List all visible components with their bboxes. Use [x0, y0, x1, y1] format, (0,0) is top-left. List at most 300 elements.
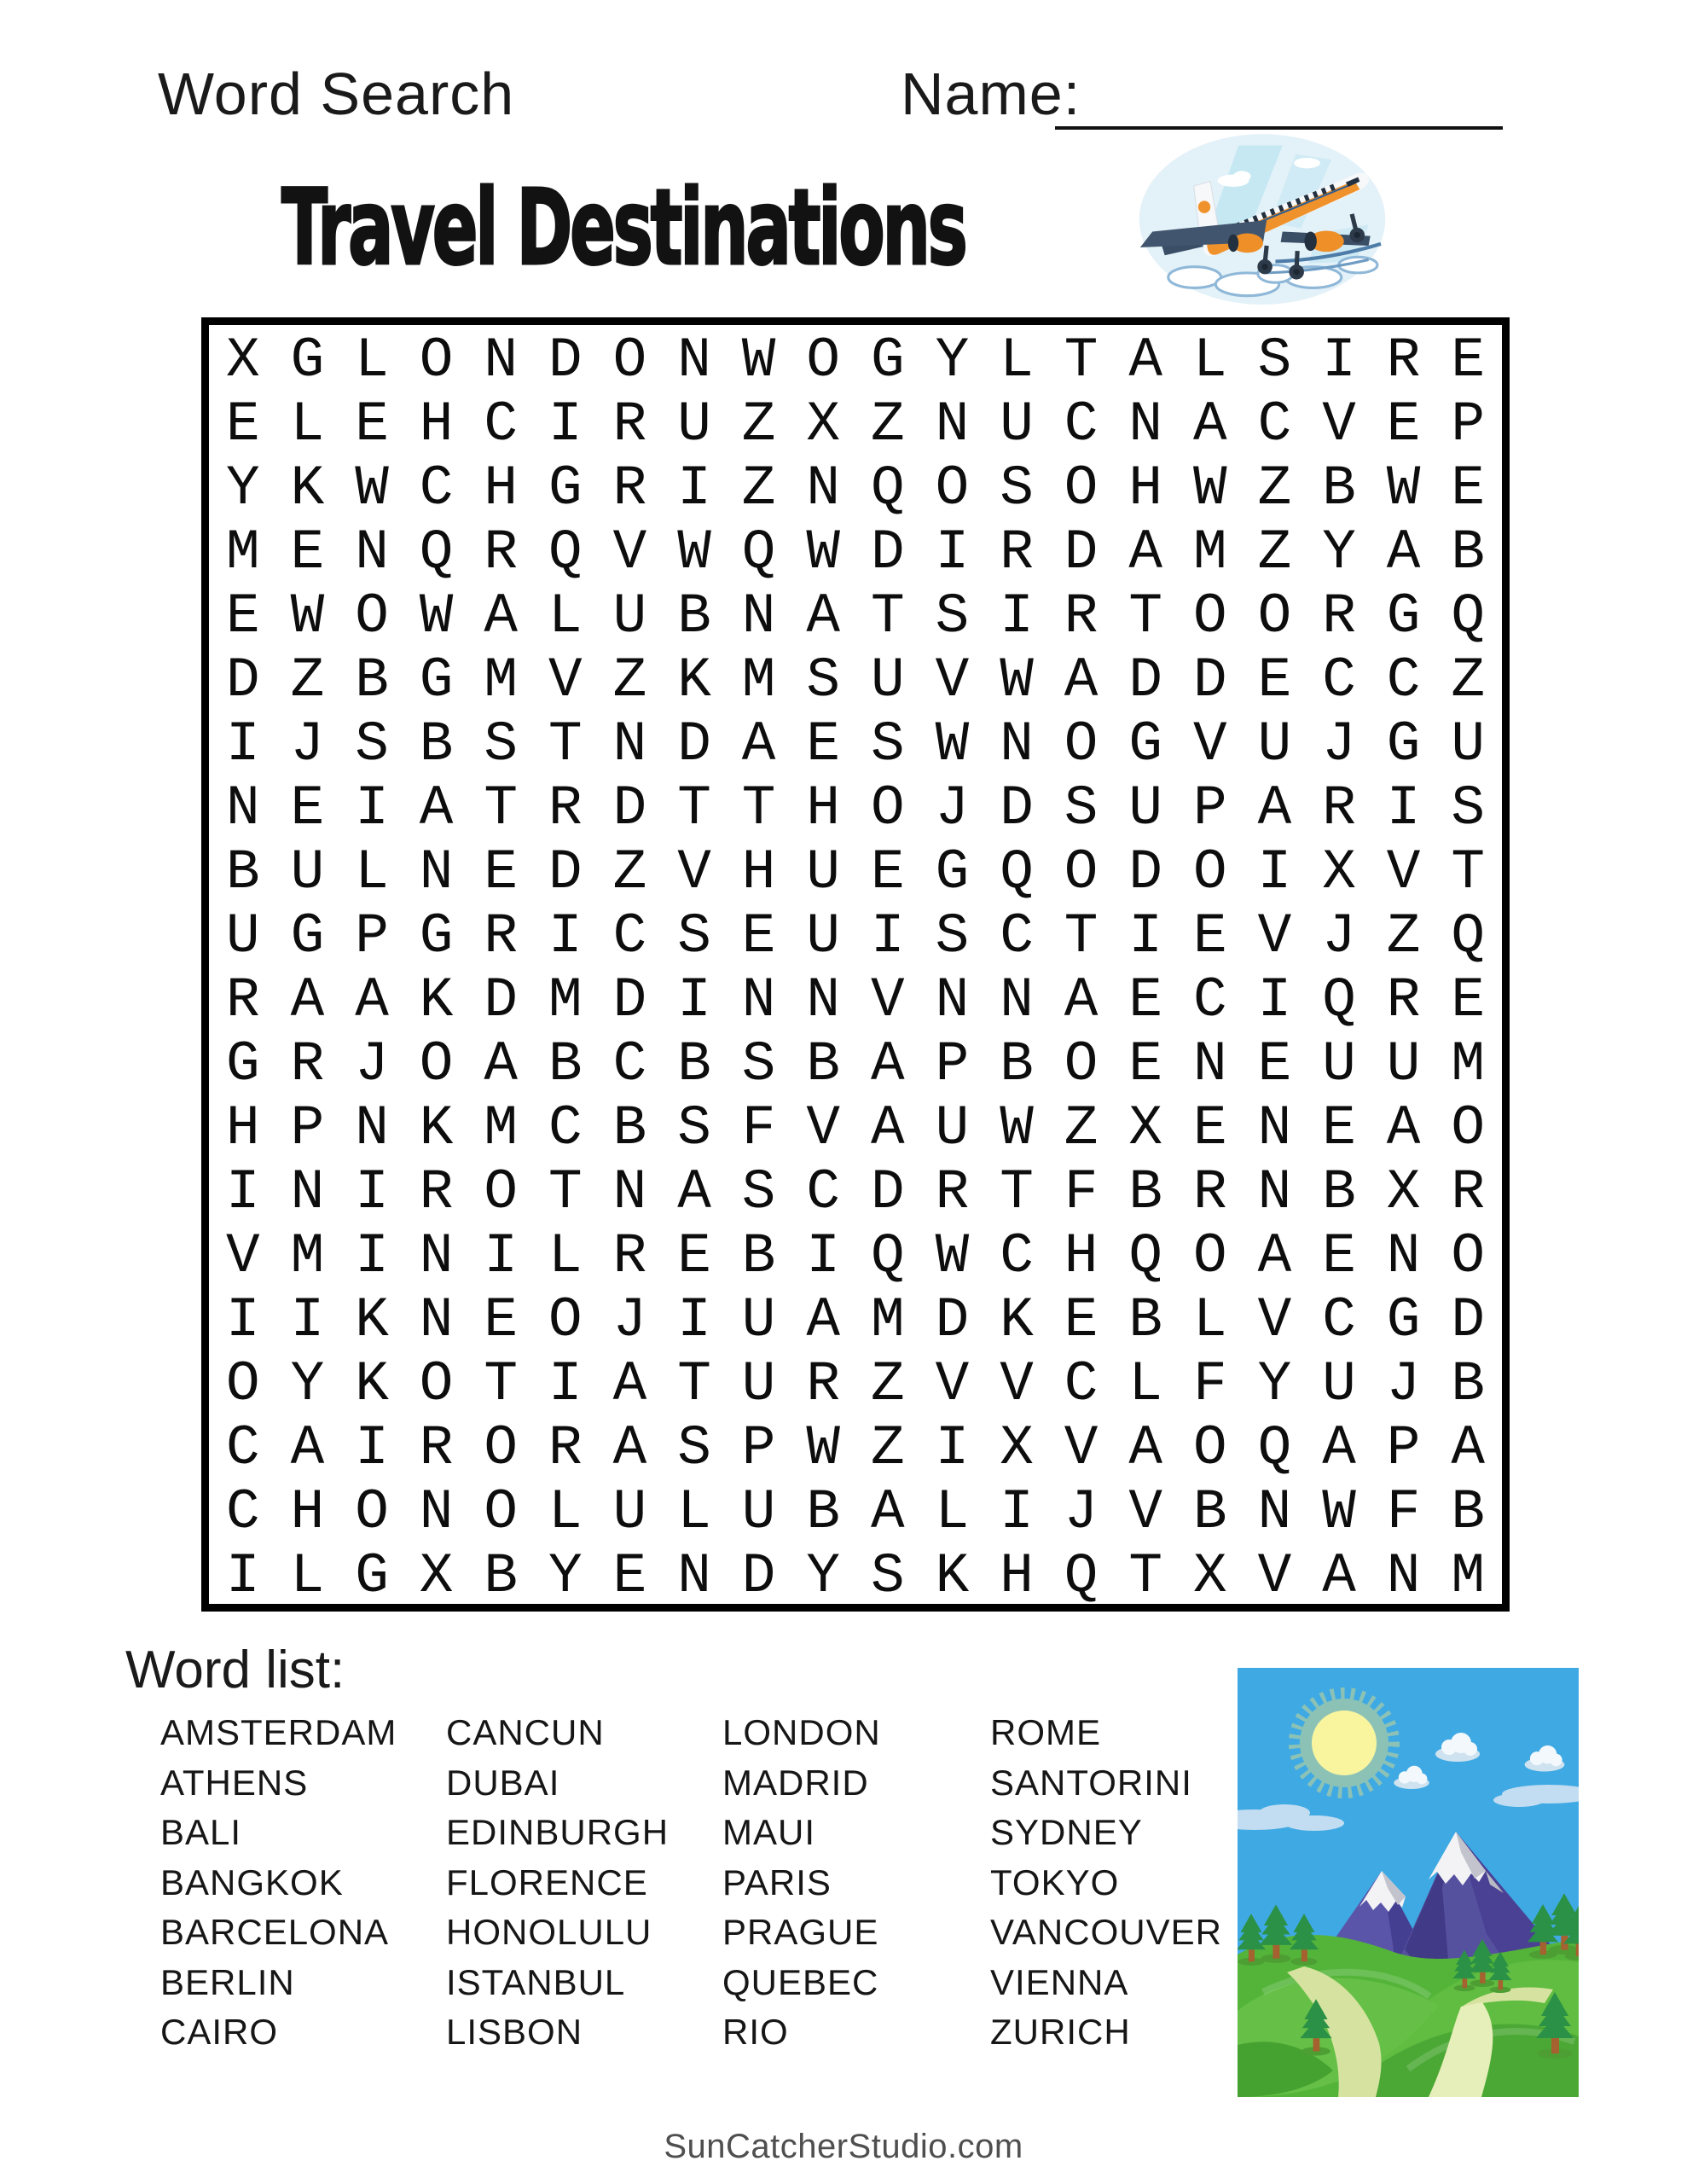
grid-cell: C	[225, 1416, 260, 1480]
grid-cell: S	[1000, 456, 1034, 520]
grid-cell: L	[677, 1480, 711, 1544]
engine-intake	[1228, 235, 1238, 253]
grid-cell: F	[1192, 1352, 1227, 1416]
grid-cell: D	[1451, 1288, 1485, 1352]
grid-cell: A	[1128, 520, 1162, 584]
word-list-item: AMSTERDAM	[160, 1712, 397, 1752]
grid-cell: C	[612, 904, 647, 968]
grid-cell: D	[1128, 648, 1162, 712]
grid-cell: U	[677, 392, 711, 456]
grid-cell: Q	[870, 456, 905, 520]
grid-cell: C	[1257, 392, 1292, 456]
grid-cell: X	[225, 328, 260, 392]
grid-row	[211, 1224, 1500, 1288]
grid-cell: X	[1322, 840, 1356, 904]
grid-cell: I	[355, 1416, 389, 1480]
grid-cell: X	[1386, 1160, 1421, 1224]
grid-cell: I	[225, 712, 260, 776]
grid-cell: G	[225, 1032, 260, 1096]
grid-row	[211, 584, 1500, 648]
grid-cell: G	[1128, 712, 1162, 776]
word-list-item: RIO	[722, 2012, 789, 2052]
grid-cell: R	[1000, 520, 1034, 584]
grid-cell: A	[741, 712, 776, 776]
grid-cell: U	[935, 1096, 970, 1160]
grid-cell: O	[484, 1416, 518, 1480]
grid-cell: W	[1000, 1096, 1034, 1160]
grid-row	[211, 456, 1500, 520]
grid-cell: T	[1000, 1160, 1034, 1224]
grid-cell: U	[612, 584, 647, 648]
grid-cell: Y	[806, 1544, 840, 1608]
grid-cell: N	[225, 776, 260, 840]
grid-cell: A	[1128, 328, 1162, 392]
grid-cell: T	[741, 776, 776, 840]
grid-cell: V	[935, 648, 970, 712]
grid-cell: F	[1064, 1160, 1099, 1224]
grid-cell: I	[677, 968, 711, 1032]
grid-cell: I	[355, 1224, 389, 1288]
grid-cell: N	[612, 1160, 647, 1224]
grid-cell: V	[548, 648, 583, 712]
grid-cell: O	[1064, 712, 1099, 776]
grid-cell: G	[419, 904, 454, 968]
grid-cell: J	[1322, 712, 1356, 776]
grid-cell: K	[1000, 1288, 1034, 1352]
grid-cell: T	[870, 584, 905, 648]
grid-cell: H	[741, 840, 776, 904]
grid-cell: K	[290, 456, 325, 520]
grid-cell: E	[1257, 1032, 1292, 1096]
grid-cell: D	[484, 968, 518, 1032]
grid-cell: E	[1451, 968, 1485, 1032]
grid-cell: V	[935, 1352, 970, 1416]
grid-cell: I	[935, 1416, 970, 1480]
grid-cell: N	[1257, 1480, 1292, 1544]
grid-cell: E	[1386, 392, 1421, 456]
grid-cell: J	[1064, 1480, 1099, 1544]
grid-cell: N	[677, 328, 711, 392]
grid-cell: O	[1257, 584, 1292, 648]
grid-cell: R	[1386, 328, 1421, 392]
grid-cell: A	[1322, 1416, 1356, 1480]
grid-cell: L	[1192, 1288, 1227, 1352]
word-list-item: MADRID	[722, 1762, 869, 1803]
grid-cell: U	[290, 840, 325, 904]
grid-cell: Y	[290, 1352, 325, 1416]
word-list-column	[990, 1708, 1222, 2058]
grid-cell: V	[1322, 392, 1356, 456]
grid-cell: Y	[548, 1544, 583, 1608]
grid-cell: B	[355, 648, 389, 712]
grid-cell: U	[1322, 1352, 1356, 1416]
grid-cell: Q	[419, 520, 454, 584]
grid-cell: G	[290, 328, 325, 392]
grid-cell: Q	[870, 1224, 905, 1288]
grid-cell: W	[1386, 456, 1421, 520]
grid-cell: B	[806, 1480, 840, 1544]
grid-cell: A	[1322, 1544, 1356, 1608]
grid-cell: I	[484, 1224, 518, 1288]
grid-cell: I	[1257, 840, 1292, 904]
grid-cell: P	[1192, 776, 1227, 840]
grid-cell: O	[870, 776, 905, 840]
grid-cell: K	[355, 1352, 389, 1416]
grid-cell: Q	[741, 520, 776, 584]
grid-cell: C	[548, 1096, 583, 1160]
grid-cell: Z	[1386, 904, 1421, 968]
grid-cell: R	[1386, 968, 1421, 1032]
grid-cell: N	[419, 1480, 454, 1544]
grid-cell: O	[1064, 1032, 1099, 1096]
grid-cell: Q	[1322, 968, 1356, 1032]
grid-cell: L	[1000, 328, 1034, 392]
word-list-item: FLORENCE	[446, 1862, 648, 1902]
grid-cell: E	[484, 840, 518, 904]
grid-cell: V	[1257, 1288, 1292, 1352]
grid-cell: E	[1064, 1288, 1099, 1352]
grid-cell: W	[290, 584, 325, 648]
grid-cell: U	[741, 1288, 776, 1352]
grid-cell: N	[355, 520, 389, 584]
grid-cell: I	[225, 1544, 260, 1608]
grid-cell: C	[1192, 968, 1227, 1032]
grid-cell: V	[1064, 1416, 1099, 1480]
grid-cell: L	[548, 1480, 583, 1544]
grid-cell: D	[1064, 520, 1099, 584]
grid-cell: I	[935, 520, 970, 584]
grid-row	[211, 840, 1500, 904]
grid-cell: R	[935, 1160, 970, 1224]
grid-cell: V	[806, 1096, 840, 1160]
grid-row	[211, 1352, 1500, 1416]
grid-cell: S	[677, 904, 711, 968]
grid-cell: S	[870, 1544, 905, 1608]
grid-cell: C	[1064, 1352, 1099, 1416]
grid-cell: I	[548, 904, 583, 968]
grid-row	[211, 1416, 1500, 1480]
grid-cell: Y	[1257, 1352, 1292, 1416]
grid-cell: Z	[870, 392, 905, 456]
grid-cell: Y	[225, 456, 260, 520]
grid-cell: U	[870, 648, 905, 712]
word-list-item: ISTANBUL	[446, 1961, 626, 2002]
grid-cell: Z	[870, 1416, 905, 1480]
word-list-column	[722, 1708, 881, 2058]
grid-cell: A	[419, 776, 454, 840]
grid-cell: A	[806, 584, 840, 648]
grid-cell: Z	[741, 392, 776, 456]
grid-cell: W	[935, 712, 970, 776]
grid-cell: A	[1451, 1416, 1485, 1480]
grid-cell: U	[1386, 1032, 1421, 1096]
grid-cell: S	[1064, 776, 1099, 840]
word-list-item: BERLIN	[160, 1961, 295, 2002]
grid-cell: N	[355, 1096, 389, 1160]
grid-row	[211, 1288, 1500, 1352]
grid-cell: E	[290, 520, 325, 584]
grid-cell: N	[741, 968, 776, 1032]
grid-cell: R	[548, 776, 583, 840]
grid-cell: B	[612, 1096, 647, 1160]
grid-cell: I	[355, 776, 389, 840]
grid-cell: N	[1257, 1096, 1292, 1160]
grid-cell: V	[1000, 1352, 1034, 1416]
grid-cell: A	[484, 1032, 518, 1096]
grid-row	[211, 1160, 1500, 1224]
grid-cell: R	[1322, 584, 1356, 648]
grid-cell: J	[935, 776, 970, 840]
grid-cell: O	[419, 1352, 454, 1416]
grid-cell: S	[870, 712, 905, 776]
puzzle-title: Travel Destinations	[281, 167, 965, 288]
grid-cell: B	[806, 1032, 840, 1096]
grid-cell: S	[741, 1160, 776, 1224]
word-list-item: BALI	[160, 1812, 242, 1852]
grid-cell: U	[1451, 712, 1485, 776]
grid-cell: O	[1192, 1224, 1227, 1288]
grid-cell: L	[1128, 1352, 1162, 1416]
grid-cell: W	[741, 328, 776, 392]
grid-cell: R	[1451, 1160, 1485, 1224]
grid-cell: M	[290, 1224, 325, 1288]
grid-cell: O	[806, 328, 840, 392]
grid-cell: R	[612, 456, 647, 520]
grid-cell: J	[1386, 1352, 1421, 1416]
grid-cell: O	[1064, 840, 1099, 904]
grid-cell: E	[870, 840, 905, 904]
grid-cell: E	[225, 392, 260, 456]
grid-cell: T	[677, 1352, 711, 1416]
grid-row	[211, 776, 1500, 840]
grid-cell: P	[935, 1032, 970, 1096]
grid-cell: N	[612, 712, 647, 776]
word-list-item: DUBAI	[446, 1762, 560, 1803]
grid-cell: Z	[1064, 1096, 1099, 1160]
grid-cell: V	[225, 1224, 260, 1288]
grid-cell: S	[806, 648, 840, 712]
grid-cell: E	[806, 712, 840, 776]
grid-cell: O	[935, 456, 970, 520]
grid-cell: Z	[1257, 520, 1292, 584]
grid-cell: A	[355, 968, 389, 1032]
grid-cell: H	[1128, 456, 1162, 520]
word-list-item: PRAGUE	[722, 1912, 879, 1952]
grid-cell: H	[290, 1480, 325, 1544]
grid-cell: D	[870, 1160, 905, 1224]
grid-cell: N	[1192, 1032, 1227, 1096]
grid-cell: D	[677, 712, 711, 776]
grid-cell: N	[1000, 712, 1034, 776]
word-list-item: SANTORINI	[990, 1762, 1192, 1803]
grid-cell: E	[1192, 1096, 1227, 1160]
grid-row	[211, 712, 1500, 776]
grid-cell: V	[612, 520, 647, 584]
grid-cell: G	[419, 648, 454, 712]
grid-cell: O	[1451, 1224, 1485, 1288]
grid-row	[211, 1544, 1500, 1608]
grid-cell: M	[484, 648, 518, 712]
grid-cell: P	[1386, 1416, 1421, 1480]
grid-cell: R	[225, 968, 260, 1032]
grid-cell: W	[355, 456, 389, 520]
worksheet-type-label: Word Search	[158, 61, 515, 127]
airplane-illustration	[1134, 130, 1390, 305]
grid-cell: G	[355, 1544, 389, 1608]
grid-cell: G	[1386, 584, 1421, 648]
grid-cell: B	[1192, 1480, 1227, 1544]
grid-cell: E	[225, 584, 260, 648]
grid-cell: T	[548, 1160, 583, 1224]
grid-cell: R	[612, 1224, 647, 1288]
site-credit: SunCatcherStudio.com	[664, 2128, 1023, 2165]
grid-cell: Z	[1451, 648, 1485, 712]
grid-cell: N	[419, 840, 454, 904]
grid-cell: Z	[1257, 456, 1292, 520]
grid-cell: D	[935, 1288, 970, 1352]
word-list-item: PARIS	[722, 1862, 832, 1902]
grid-cell: S	[1451, 776, 1485, 840]
grid-cell: B	[548, 1032, 583, 1096]
grid-cell: I	[1128, 904, 1162, 968]
grid-cell: O	[355, 584, 389, 648]
grid-cell: T	[484, 1352, 518, 1416]
grid-cell: I	[548, 1352, 583, 1416]
grid-cell: D	[1000, 776, 1034, 840]
grid-cell: G	[1386, 712, 1421, 776]
grid-cell: L	[355, 840, 389, 904]
landscape-illustration	[1238, 1668, 1579, 2097]
grid-cell: W	[1000, 648, 1034, 712]
grid-cell: T	[1128, 1544, 1162, 1608]
grid-cell: E	[1451, 328, 1485, 392]
grid-cell: G	[290, 904, 325, 968]
grid-cell: C	[1000, 1224, 1034, 1288]
grid-cell: C	[225, 1480, 260, 1544]
grid-cell: D	[548, 328, 583, 392]
grid-cell: D	[225, 648, 260, 712]
grid-cell: J	[290, 712, 325, 776]
grid-cell: D	[870, 520, 905, 584]
grid-cell: N	[806, 456, 840, 520]
grid-cell: B	[1451, 1480, 1485, 1544]
grid-cell: S	[741, 1032, 776, 1096]
grid-row	[211, 1096, 1500, 1160]
grid-cell: D	[612, 776, 647, 840]
grid-cell: Q	[1064, 1544, 1099, 1608]
grid-cell: N	[741, 584, 776, 648]
grid-cell: E	[1192, 904, 1227, 968]
word-list-item: BANGKOK	[160, 1862, 344, 1902]
grid-cell: A	[1064, 968, 1099, 1032]
grid-cell: L	[355, 328, 389, 392]
grid-cell: N	[1000, 968, 1034, 1032]
grid-cell: L	[1192, 328, 1227, 392]
grid-cell: T	[1064, 328, 1099, 392]
grid-cell: L	[935, 1480, 970, 1544]
grid-cell: A	[870, 1032, 905, 1096]
grid-cell: B	[741, 1224, 776, 1288]
grid-cell: A	[484, 584, 518, 648]
grid-cell: M	[741, 648, 776, 712]
word-list-item: LISBON	[446, 2012, 583, 2052]
grid-cell: K	[355, 1288, 389, 1352]
grid-cell: B	[225, 840, 260, 904]
grid-row	[211, 328, 1500, 392]
grid-cell: E	[1451, 456, 1485, 520]
grid-cell: H	[1064, 1224, 1099, 1288]
grid-cell: B	[677, 1032, 711, 1096]
grid-cell: T	[548, 712, 583, 776]
grid-cell: O	[1192, 584, 1227, 648]
grid-cell: Y	[1322, 520, 1356, 584]
grid-cell: C	[419, 456, 454, 520]
grid-cell: E	[1322, 1096, 1356, 1160]
grid-cell: O	[484, 1480, 518, 1544]
grid-cell: U	[1000, 392, 1034, 456]
grid-cell: B	[677, 584, 711, 648]
grid-cell: H	[484, 456, 518, 520]
grid-cell: O	[1451, 1096, 1485, 1160]
grid-cell: X	[806, 392, 840, 456]
grid-row	[211, 648, 1500, 712]
grid-cell: R	[419, 1160, 454, 1224]
grid-cell: V	[1257, 904, 1292, 968]
grid-cell: I	[870, 904, 905, 968]
grid-cell: N	[1128, 392, 1162, 456]
grid-cell: G	[935, 840, 970, 904]
word-list-item: ATHENS	[160, 1762, 309, 1803]
word-list-item: ZURICH	[990, 2012, 1131, 2052]
grid-cell: D	[612, 968, 647, 1032]
grid-cell: O	[1064, 456, 1099, 520]
grid-cell: V	[1192, 712, 1227, 776]
grid-cell: X	[419, 1544, 454, 1608]
grid-row	[211, 968, 1500, 1032]
grid-cell: J	[355, 1032, 389, 1096]
grid-cell: B	[419, 712, 454, 776]
grid-cell: A	[1128, 1416, 1162, 1480]
grid-cell: B	[1322, 456, 1356, 520]
grid-cell: U	[612, 1480, 647, 1544]
grid-cell: S	[355, 712, 389, 776]
grid-cell: R	[484, 904, 518, 968]
grid-cell: T	[484, 776, 518, 840]
grid-cell: X	[1000, 1416, 1034, 1480]
grid-cell: E	[741, 904, 776, 968]
grid-cell: O	[484, 1160, 518, 1224]
grid-cell: J	[1322, 904, 1356, 968]
grid-cell: C	[806, 1160, 840, 1224]
grid-cell: T	[1064, 904, 1099, 968]
grid-cell: S	[935, 584, 970, 648]
grid-cell: N	[806, 968, 840, 1032]
grid-cell: E	[612, 1544, 647, 1608]
grid-cell: F	[741, 1096, 776, 1160]
grid-cell: Z	[741, 456, 776, 520]
grid-cell: I	[225, 1160, 260, 1224]
grid-cell: I	[1000, 1480, 1034, 1544]
grid-cell: N	[935, 968, 970, 1032]
grid-cell: P	[1451, 392, 1485, 456]
grid-cell: A	[1257, 776, 1292, 840]
word-list-item: VANCOUVER	[990, 1912, 1222, 1952]
grid-cell: C	[1386, 648, 1421, 712]
grid-cell: I	[225, 1288, 260, 1352]
grid-cell: I	[548, 392, 583, 456]
grid-cell: M	[1451, 1544, 1485, 1608]
grid-cell: I	[677, 456, 711, 520]
